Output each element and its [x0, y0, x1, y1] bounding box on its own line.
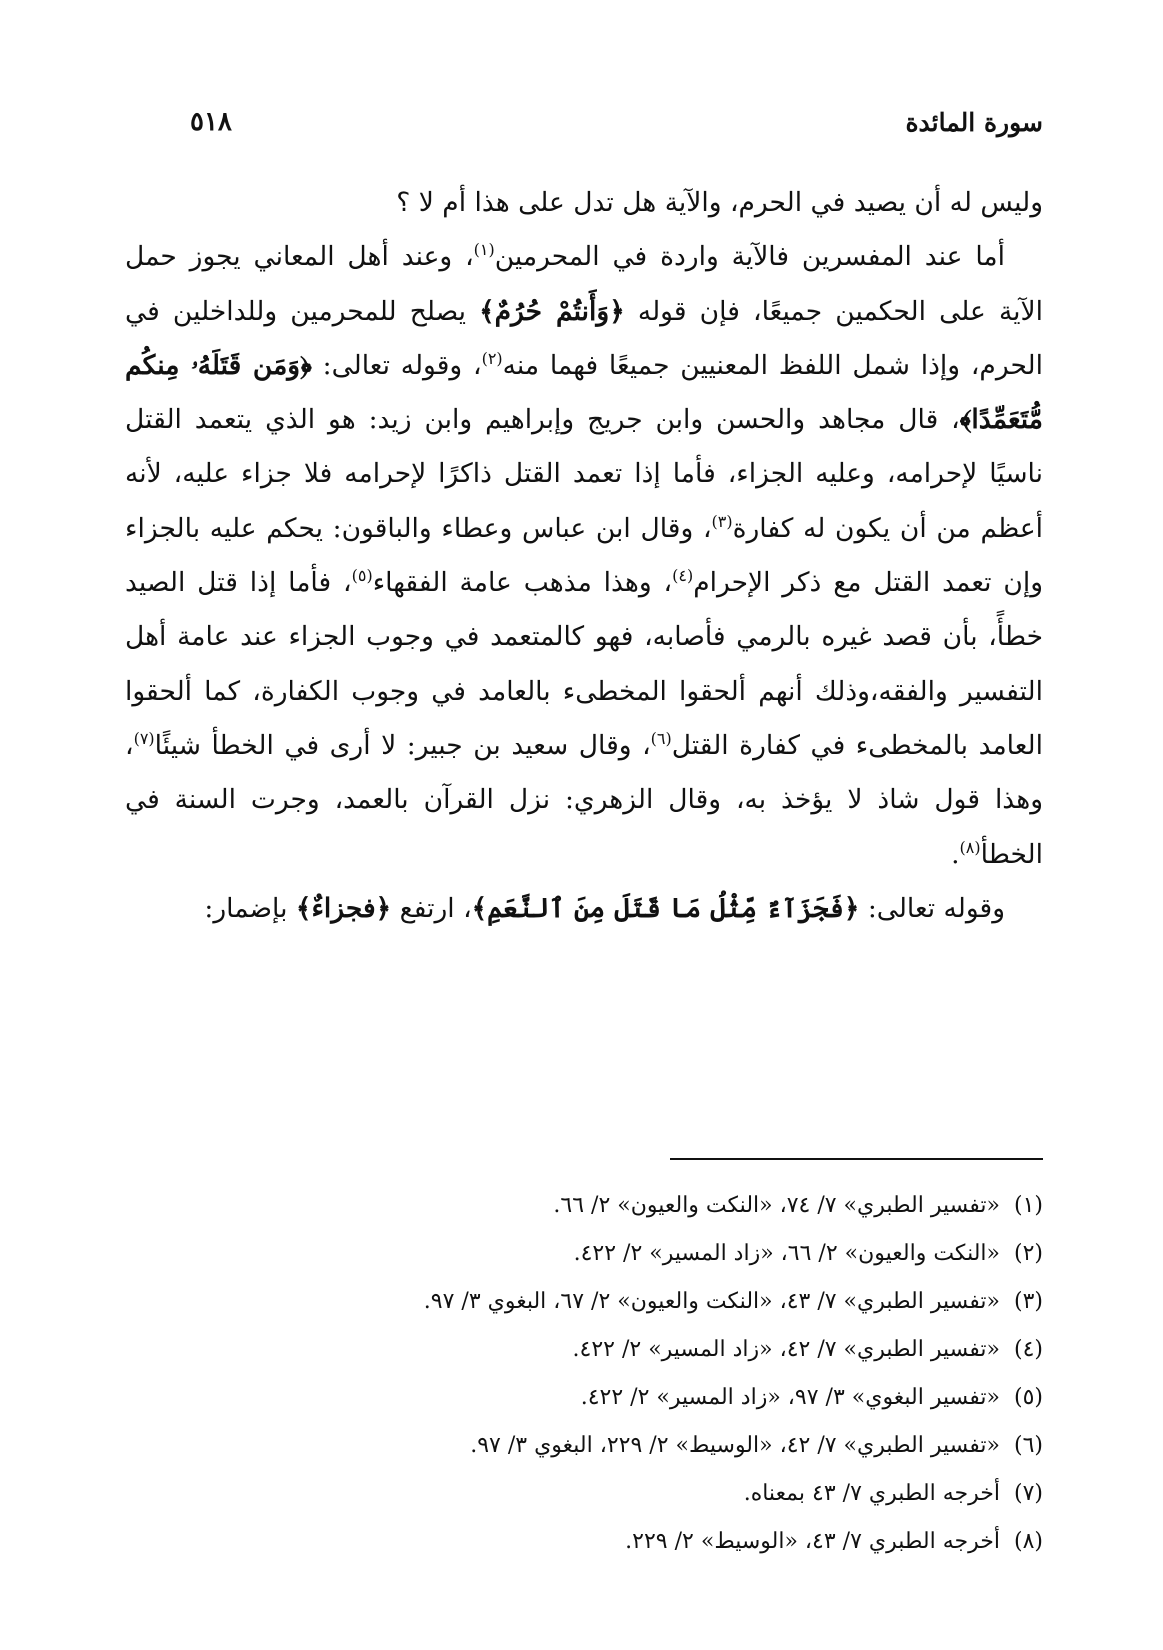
- footnote-item: [125, 1230, 1043, 1278]
- footnote-text: «تفسير الطبري» ٧/ ٤٢، «زاد المسير» ٢/ ٤٢٢.: [572, 1337, 1000, 1362]
- footnote-number: (١): [1013, 1193, 1043, 1218]
- footnote-ref-7[interactable]: (٧): [133, 729, 155, 749]
- main-text: [125, 176, 1043, 936]
- footnote-item: [125, 1470, 1043, 1518]
- footnote-item: [125, 1326, 1043, 1374]
- footnote-text: «النكت والعيون» ٢/ ٦٦، «زاد المسير» ٢/ ٤٢٢.: [573, 1241, 1000, 1266]
- footnote-number: (٣): [1013, 1289, 1043, 1314]
- text-run: ، وعند أهل المعاني يجوز حمل الآية على الحكمين جميعًا، فإن قوله: [125, 241, 1043, 327]
- footnote-item: [125, 1422, 1043, 1470]
- footnote-number: (٨): [1013, 1529, 1043, 1554]
- footnote-ref-2[interactable]: (٢): [481, 349, 503, 369]
- text-run: ، ارتفع: [391, 892, 472, 924]
- footnote-separator: [670, 1158, 1043, 1160]
- text-run: ، فأما إذا قتل الصيد خطأً، بأن قصد غيره بالرمي فأصابه، فهو كالمتعمد في وجوب الجزاء عند عامة أهل التفسير والفقه،وذلك أنهم ألحقوا المخطىء بالعامد في وجوب الكفارة، كما ألحقوا العامد بالمخطىء في كفارة القتل: [125, 567, 1043, 761]
- footnote-number: (٢): [1013, 1241, 1043, 1266]
- quran-quote: ﴿فَجَزَآءٌ مِّثْلُ مَا قَتَلَ مِنَ ٱلنَّعَمِ﴾: [471, 892, 860, 924]
- quran-quote: ﴿وَأَنتُمْ حُرُمٌ﴾: [479, 295, 625, 327]
- text-run: بإضمار:: [204, 892, 296, 924]
- footnote-number: (٤): [1013, 1337, 1043, 1362]
- footnote-ref-1[interactable]: (١): [473, 240, 495, 260]
- text-run: ، وقوله تعالى:: [311, 349, 482, 381]
- page-number: ٥١٨: [190, 107, 232, 137]
- footnote-item: [125, 1182, 1043, 1230]
- text-run: ، وقال سعيد بن جبير: لا أرى في الخطأ شيئًا: [154, 729, 651, 761]
- footnote-item: [125, 1278, 1043, 1326]
- paragraph-3: [125, 882, 1043, 936]
- footnote-ref-6[interactable]: (٦): [650, 729, 672, 749]
- footnote-text: «تفسير الطبري» ٧/ ٤٢، «الوسيط» ٢/ ٢٢٩، البغوي ٣/ ٩٧.: [470, 1433, 1000, 1458]
- running-header: [190, 100, 1043, 144]
- footnote-number: (٥): [1013, 1385, 1043, 1410]
- text-run: .: [951, 838, 960, 870]
- footnote-item: [125, 1518, 1043, 1566]
- paragraph-2: [125, 230, 1043, 882]
- footnote-text: «تفسير الطبري» ٧/ ٧٤، «النكت والعيون» ٢/ ٦٦.: [553, 1193, 1000, 1218]
- text-run: يصلح للمحرمين وللداخلين في الحرم، وإذا شمل اللفظ المعنيين جميعًا فهما منه: [125, 295, 1043, 381]
- footnotes-list: [125, 1182, 1043, 1566]
- text-run: وقوله تعالى:: [859, 892, 1005, 924]
- footnote-ref-4[interactable]: (٤): [672, 566, 694, 586]
- footnote-item: [125, 1374, 1043, 1422]
- text-run: ، وقال ابن عباس وعطاء والباقون: يحكم عليه بالجزاء وإن تعمد القتل مع ذكر الإحرام: [125, 512, 1044, 599]
- text-run: أما عند المفسرين فالآية واردة في المحرمين: [494, 241, 1005, 273]
- text-run: ، قال مجاهد والحسن وابن جريج وإبراهيم وابن زيد: هو الذي يتعمد القتل ناسيًا لإحرامه، وعليه الجزاء، فأما إذا تعمد القتل ذاكرًا لإحرامه فلا جزاء عليه، لأنه أعظم من أن يكون له كفارة: [125, 404, 1043, 544]
- footnote-number: (٦): [1013, 1433, 1043, 1458]
- paragraph-1: وليس له أن يصيد في الحرم، والآية هل تدل على هذا أم لا ؟: [396, 187, 1043, 218]
- text-run: ، وهذا مذهب عامة الفقهاء: [372, 567, 673, 599]
- footnote-text: أخرجه الطبري ٧/ ٤٣، «الوسيط» ٢/ ٢٢٩.: [625, 1529, 1000, 1554]
- footnote-text: أخرجه الطبري ٧/ ٤٣ بمعناه.: [743, 1481, 1000, 1506]
- footnote-number: (٧): [1013, 1481, 1043, 1506]
- footnote-ref-3[interactable]: (٣): [711, 511, 733, 531]
- quran-quote: ﴿وَمَن قَتَلَهُۥ مِنكُم مُّتَعَمِّدًا﴾: [125, 349, 1043, 436]
- quran-quote: ﴿فجزاءٌ﴾: [295, 892, 392, 924]
- surah-title: سورة المائدة: [905, 107, 1043, 137]
- footnote-text: «تفسير البغوي» ٣/ ٩٧، «زاد المسير» ٢/ ٤٢٢.: [580, 1385, 1000, 1410]
- footnote-ref-8[interactable]: (٨): [959, 837, 981, 857]
- text-run: ، وهذا قول شاذ لا يؤخذ به، وقال الزهري: نزل القرآن بالعمد، وجرت السنة في الخطأ: [125, 729, 1043, 870]
- footnote-ref-5[interactable]: (٥): [351, 566, 373, 586]
- footnote-text: «تفسير الطبري» ٧/ ٤٣، «النكت والعيون» ٢/ ٦٧، البغوي ٣/ ٩٧.: [423, 1289, 1000, 1314]
